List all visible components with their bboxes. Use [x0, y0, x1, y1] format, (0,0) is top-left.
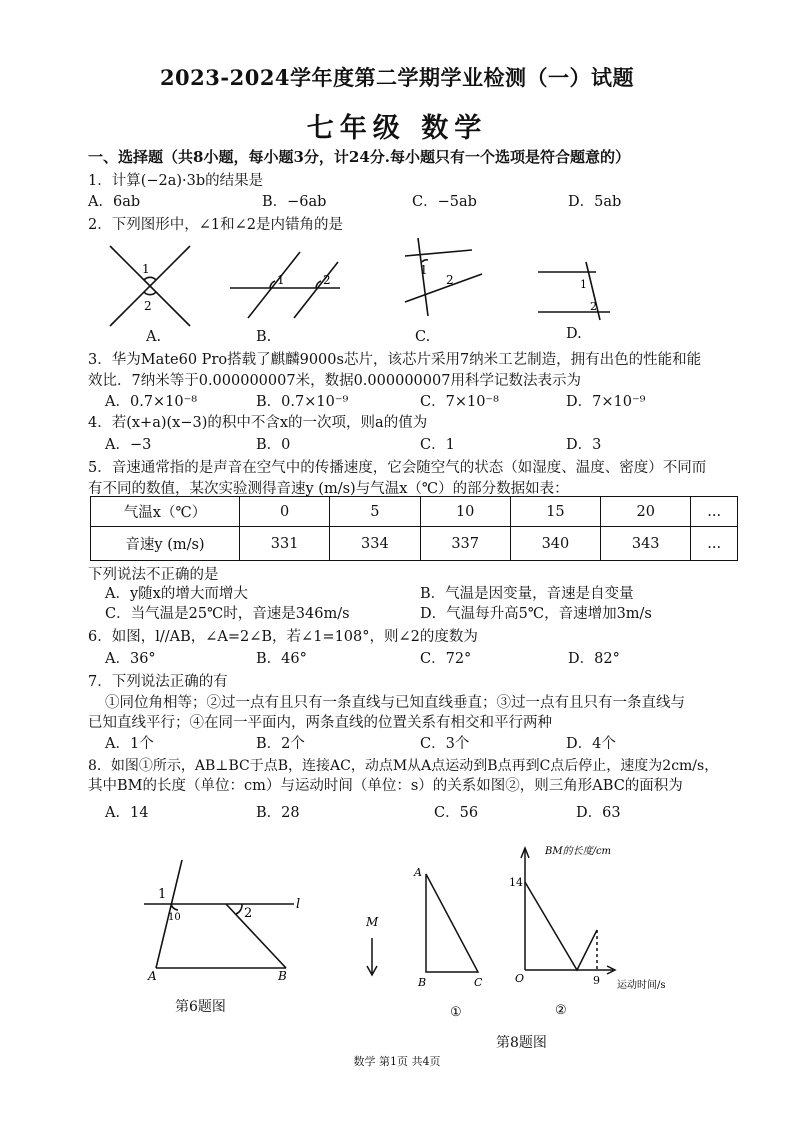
q6-stem: 6．如图，l//AB，∠A=2∠B，若∠1=108°，则∠2的度数为 — [88, 629, 478, 645]
q4-stem: 4．若(x+a)(x−3)的积中不含x的一次项，则a的值为 — [88, 415, 428, 431]
fig8-caption: 第8题图 — [496, 1035, 547, 1051]
q2-c-angle2: 2 — [446, 273, 454, 287]
q3-option-b: B．0.7×10⁻⁹ — [256, 394, 349, 410]
fig6-point-b: B — [278, 969, 287, 982]
fig6-point-a: A — [148, 969, 157, 982]
q7-line1: ①同位角相等；②过一点有且只有一条直线与已知直线垂直；③过一点有且只有一条直线与 — [105, 695, 685, 711]
q2-c-angle1: 1 — [420, 263, 428, 277]
fig8-point-a: A — [414, 866, 422, 879]
q2-figures — [100, 238, 620, 330]
q6-option-c: C．72° — [420, 651, 472, 667]
table-row — [91, 497, 738, 527]
q6-option-d: D．82° — [568, 651, 620, 667]
q6-figure — [138, 852, 308, 982]
q8-option-b: B．28 — [256, 805, 300, 821]
table-row — [91, 527, 738, 561]
fig6-caption: 第6题图 — [175, 999, 226, 1015]
q7-option-d: D．4个 — [566, 736, 616, 752]
q2-a-angle1: 1 — [142, 262, 150, 276]
q3-option-d: D．7×10⁻⁹ — [566, 394, 646, 410]
q8-option-c: C．56 — [434, 805, 479, 821]
table-cell: 340 — [510, 527, 600, 561]
table-cell: 337 — [420, 527, 510, 561]
q5-data-table — [90, 496, 738, 561]
q1-option-d: D．5ab — [568, 194, 622, 210]
fig8-graph-x9: 9 — [593, 974, 600, 987]
fig6-angle1: 1 — [158, 887, 167, 902]
q1-option-b: B．−6ab — [262, 194, 327, 210]
page-footer: 数学 第1页 共4页 — [353, 1055, 441, 1068]
q1-option-c: C．−5ab — [412, 194, 477, 210]
q3-option-a: A．0.7×10⁻⁸ — [105, 394, 198, 410]
q2-option-b: B. — [256, 329, 272, 345]
fig6-label-10: 10 — [168, 912, 181, 923]
fig8-point-b: B — [418, 976, 427, 989]
fig6-angle2: 2 — [244, 906, 253, 921]
q2-d-angle2: 2 — [590, 300, 597, 313]
q2-a-angle2: 2 — [144, 299, 152, 313]
q8-line1: 8．如图①所示，AB⊥BC于点B，连接AC，动点M从A点运动到B点再到C点后停止，速度为2cm/s， — [88, 758, 719, 774]
table-cell: ... — [691, 497, 738, 527]
fig8-graph-origin: O — [515, 972, 525, 985]
exam-title: 2023-2024学年度第二学期学业检测（一）试题 — [159, 65, 635, 90]
table-cell: 331 — [240, 527, 330, 561]
q8-line2: 其中BM的长度（单位：cm）与运动时间（单位：s）的关系如图②，则三角形ABC的面积为 — [88, 778, 683, 794]
fig8-graph-ylabel: BM的长度/cm — [545, 846, 612, 857]
q5-line2: 有不同的数值，某次实验测得音速y (m/s)与气温x（℃）的部分数据如表： — [88, 481, 569, 497]
q2-figure-a — [110, 246, 190, 326]
fig8-point-c: C — [474, 976, 483, 989]
q5-option-d: D．气温每升高5℃，音速增加3m/s — [420, 606, 652, 622]
table-cell: 334 — [330, 527, 420, 561]
q2-b-angle2: 2 — [323, 273, 331, 287]
q8-figure-1 — [358, 862, 498, 1022]
q6-option-a: A．36° — [105, 651, 156, 667]
q2-stem: 2．下列图形中，∠1和∠2是内错角的是 — [88, 217, 343, 233]
q1-stem: 1．计算(−2a)·3b的结果是 — [88, 173, 264, 189]
q2-d-angle1: 1 — [580, 278, 587, 291]
q2-figure-c — [405, 238, 482, 316]
q4-option-a: A．−3 — [105, 437, 152, 453]
q4-option-b: B．0 — [256, 437, 291, 453]
q2-option-c: C. — [415, 329, 431, 345]
table-cell: 343 — [601, 527, 691, 561]
q5-line1: 5．音速通常指的是声音在空气中的传播速度，它会随空气的状态（如湿度、温度、密度）不同而 — [88, 460, 707, 476]
q8-option-d: D．63 — [576, 805, 621, 821]
q4-option-d: D．3 — [566, 437, 602, 453]
table-cell: 气温x（℃） — [91, 497, 240, 527]
q2-figure-d — [538, 262, 610, 320]
q3-line1: 3．华为Mate60 Pro搭载了麒麟9000s芯片，该芯片采用7纳米工艺制造，拥有出色的性能和能 — [88, 352, 702, 368]
q3-option-c: C．7×10⁻⁸ — [420, 394, 499, 410]
q2-b-angle1: 1 — [277, 273, 285, 287]
fig8-graph-xlabel: 运动时间/s — [617, 980, 666, 991]
q6-option-b: B．46° — [256, 651, 307, 667]
fig8-circle2: ② — [555, 1003, 567, 1018]
q7-line2: 已知直线平行；④在同一平面内，两条直线的位置关系有相交和平行两种 — [88, 715, 552, 731]
q2-option-a: A. — [146, 329, 162, 345]
q8-option-a: A．14 — [105, 805, 149, 821]
table-cell: 10 — [420, 497, 510, 527]
table-cell: 0 — [240, 497, 330, 527]
q8-figure-2 — [505, 842, 695, 1022]
table-cell: ... — [691, 527, 738, 561]
fig8-graph-y14: 14 — [509, 876, 523, 889]
q5-option-a: A．y随x的增大而增大 — [105, 586, 248, 602]
q7-option-a: A．1个 — [105, 736, 154, 752]
q5-option-b: B．气温是因变量，音速是自变量 — [420, 586, 634, 602]
q4-option-c: C．1 — [420, 437, 455, 453]
table-cell: 20 — [601, 497, 691, 527]
table-cell: 音速y (m/s) — [91, 527, 240, 561]
q5-question: 下列说法不正确的是 — [88, 567, 219, 583]
table-cell: 5 — [330, 497, 420, 527]
table-cell: 15 — [510, 497, 600, 527]
q7-option-b: B．2个 — [256, 736, 305, 752]
q5-option-c: C．当气温是25℃时，音速是346m/s — [105, 606, 350, 622]
fig6-line-l: l — [296, 897, 301, 912]
section-heading: 一、选择题（共8小题，每小题3分，计24分.每小题只有一个选项是符合题意的） — [88, 148, 630, 166]
q7-stem: 7．下列说法正确的有 — [88, 674, 228, 690]
fig8-circle1: ① — [450, 1005, 462, 1020]
q3-line2: 效比．7纳米等于0.000000007米，数据0.000000007用科学记数法表示为 — [88, 373, 581, 389]
q2-option-d: D. — [566, 326, 582, 342]
q1-option-a: A．6ab — [88, 194, 141, 210]
exam-subtitle: 七年级 数学 — [306, 113, 488, 144]
q7-option-c: C．3个 — [420, 736, 470, 752]
fig8-label-m: M — [366, 915, 379, 929]
